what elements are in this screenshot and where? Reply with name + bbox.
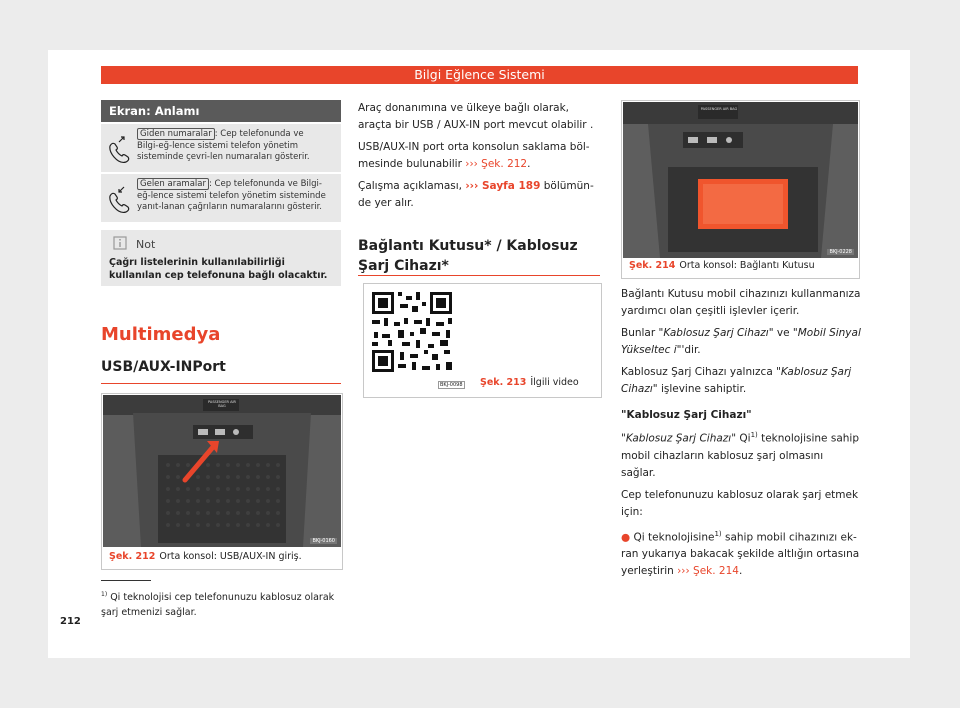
note-body: Çağrı listelerinin kullanılabilirliği kullanılan cep telefonuna bağlı olacaktır.	[109, 257, 328, 281]
figure-212	[101, 393, 343, 570]
figure-caption-text: Orta konsol: USB/AUX-IN giriş.	[159, 551, 302, 562]
footnote	[101, 587, 346, 620]
page	[48, 50, 910, 658]
page-header-title: Bilgi Eğlence Sistemi	[101, 66, 858, 84]
paragraph: Araç donanımına ve ülkeye bağlı olarak, araçta bir USB / AUX-IN port mevcut olabilir .	[358, 102, 594, 131]
figure-code: BKJ-0098	[440, 382, 463, 388]
section-rule	[358, 275, 600, 276]
section-subtitle: USB/AUX-INPort	[101, 359, 226, 375]
figure-caption	[480, 377, 579, 388]
phone-outgoing-icon	[101, 124, 135, 172]
incoming-calls-label: Gelen aramalar	[137, 178, 209, 190]
qr-code	[368, 288, 462, 392]
info-icon	[113, 236, 127, 250]
footnote-text: Qi teknolojisi cep telefonunuzu kablosuz olarak şarj etmenizi sağlar.	[101, 592, 335, 619]
note-box	[101, 230, 341, 286]
outgoing-calls-label: Giden numaralar	[137, 128, 215, 140]
paragraph: Bağlantı Kutusu mobil cihazınızı kullanmanıza yardımcı olan çeşitli işlevler içerir.	[621, 288, 861, 317]
page-number: 212	[60, 616, 81, 627]
subheading: "Kablosuz Şarj Cihazı"	[621, 409, 752, 421]
paragraph: Kablosuz Şarj Cihazı yalnızca "Kablosuz Şarj Cihazı" işlevine sahiptir.	[621, 366, 852, 395]
note-title: Not	[136, 238, 156, 251]
table-header: Ekran: Anlamı	[101, 100, 341, 122]
footnote-rule	[101, 580, 151, 581]
figure-caption	[109, 551, 302, 562]
fig-214-link[interactable]: ››› Şek. 214	[677, 565, 739, 577]
figure-214	[621, 100, 860, 279]
figure-caption	[629, 260, 815, 271]
figure-code: BKJ-0160	[312, 538, 335, 544]
usb-port-photo	[103, 395, 341, 547]
airbag-label: PASSENGER AIR BAG	[208, 400, 236, 408]
figure-label: Şek. 214	[629, 260, 676, 271]
paragraph: Cep telefonunuzu kablosuz olarak şarj etmek için:	[621, 488, 859, 518]
section-title: Multimedya	[101, 324, 221, 345]
figure-label: Şek. 212	[109, 551, 156, 562]
paragraph: "Kablosuz Şarj Cihazı" Qi$^{1)}$ teknolojisine sahip mobil cihazların kablosuz şarj olmasını sağlar.	[621, 431, 859, 479]
figure-caption-text: Orta konsol: Bağlantı Kutusu	[679, 260, 815, 271]
paragraph: Çalışma açıklaması, ››› Sayfa 189 bölümün-de yer alır.	[358, 180, 594, 209]
figure-213	[363, 283, 602, 398]
paragraph: Bunlar "Kablosuz Şarj Cihazı" ve "Mobil Sinyal Yükseltec i"'dir.	[621, 327, 861, 356]
section-heading: Bağlantı Kutusu* / Kablosuz Şarj Cihazı*	[358, 238, 578, 274]
figure-label: Şek. 213	[480, 377, 527, 388]
figure-caption-text: İlgili video	[530, 377, 579, 388]
incoming-calls-text: : Cep telefonunda ve Bilgi-eğ-lence sistemi telefon yönetim sisteminde yanıt-lanan çağrıların numaralarını gösterir.	[137, 179, 326, 212]
bullet-dot-icon: ●	[621, 531, 631, 543]
page-189-link[interactable]: ››› Sayfa 189	[465, 180, 541, 192]
bullet-item: ● Qi teknolojisine$^{1)}$ sahip mobil cihazınızı ek-ran yukarıya bakacak şekilde altlığın ortasına yerleştirin ››› Şek. 214.	[621, 529, 860, 577]
left-column	[101, 100, 341, 222]
figure-code: BKJ-0228	[829, 249, 852, 255]
footnote-mark: 1)	[101, 591, 108, 598]
wireless-charger-photo	[623, 102, 858, 258]
mid-column-text	[358, 100, 603, 212]
paragraph: USB/AUX-IN port orta konsolun saklama böl-mesinde bulunabilir ››› Şek. 212.	[358, 141, 590, 170]
outgoing-calls-text: : Cep telefonunda ve Bilgi-eğ-lence sistemi telefon yönetim sisteminde çevri-len numaraları gösterir.	[137, 129, 310, 162]
section-rule	[101, 383, 341, 384]
table-row	[101, 124, 341, 172]
phone-incoming-icon	[101, 174, 135, 222]
airbag-label: PASSENGER AIR BAG	[700, 107, 738, 111]
right-column-text	[621, 286, 861, 580]
table-row	[101, 174, 341, 222]
fig-212-link[interactable]: ››› Şek. 212	[465, 158, 528, 170]
